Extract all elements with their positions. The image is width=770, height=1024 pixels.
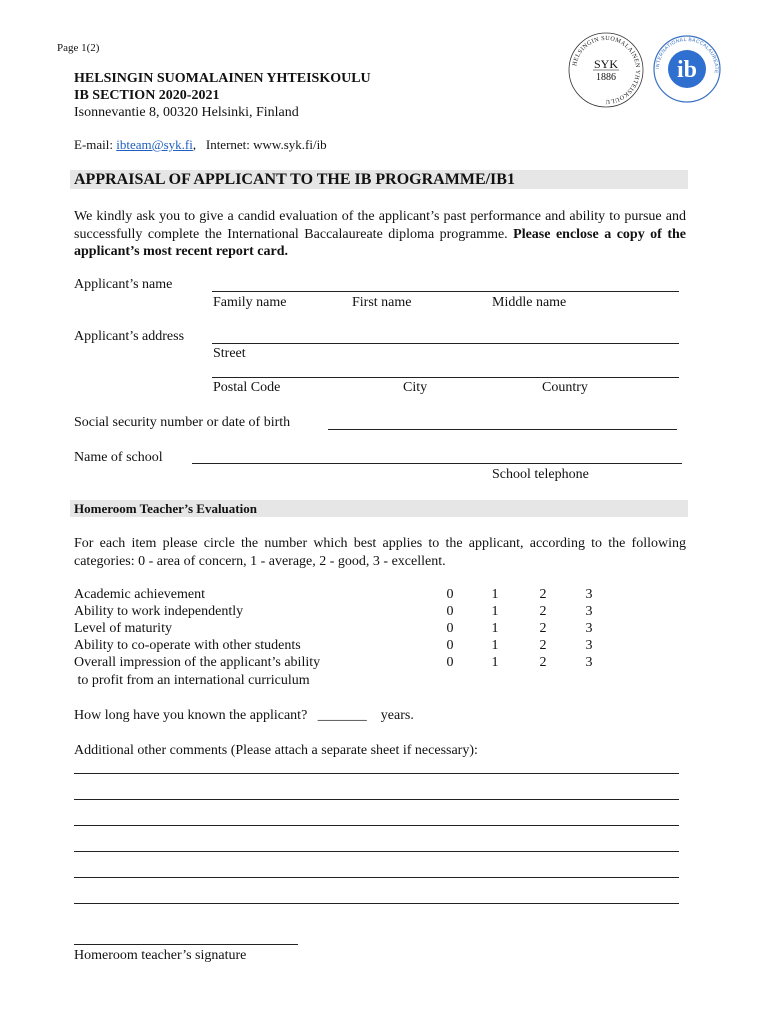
ib-logo — [651, 33, 723, 105]
school-address: Isonnevantie 8, 00320 Helsinki, Finland — [74, 105, 299, 120]
eval-item-cooperation: Ability to co-operate with other students — [74, 638, 301, 653]
eval-item-overall-cont: to profit from an international curriculum — [74, 673, 310, 688]
known-duration-label: How long have you known the applicant? — [74, 708, 308, 723]
comments-label: Additional other comments (Please attach a separate sheet if necessary): — [74, 743, 478, 758]
syk-logo — [566, 30, 646, 110]
comment-line-1[interactable] — [74, 773, 679, 774]
applicant-address-label: Applicant’s address — [74, 329, 185, 344]
years-label: years. — [380, 708, 414, 723]
email-label: E-mail: — [74, 137, 113, 152]
street-field[interactable] — [212, 343, 679, 344]
evaluation-instructions: For each item please circle the number which best applies to the applicant, according to the following categories: 0 - area of concern, 1 - average, 2 - good, 3 - excellent. — [74, 536, 686, 569]
eval-item-maturity: Level of maturity — [74, 621, 172, 636]
rating-academic-2[interactable]: 2 — [539, 587, 547, 602]
family-name-caption: Family name — [213, 295, 287, 310]
contact-line — [74, 137, 327, 153]
comment-line-5[interactable] — [74, 877, 679, 878]
rating-maturity-1[interactable]: 1 — [491, 621, 499, 636]
form-title: APPRAISAL OF APPLICANT TO THE IB PROGRAMME/IB1 — [74, 171, 515, 188]
email-link[interactable]: ibteam@syk.fi — [116, 137, 193, 152]
rating-overall-2[interactable]: 2 — [539, 655, 547, 670]
rating-cooperation-3[interactable]: 3 — [585, 638, 593, 653]
ssn-field[interactable] — [328, 429, 677, 430]
eval-item-independence: Ability to work independently — [74, 604, 244, 619]
rating-independence-3[interactable]: 3 — [585, 604, 593, 619]
rating-independence-1[interactable]: 1 — [491, 604, 499, 619]
middle-name-caption: Middle name — [492, 295, 567, 310]
rating-cooperation-1[interactable]: 1 — [491, 638, 499, 653]
signature-field[interactable] — [74, 944, 298, 945]
rating-academic-3[interactable]: 3 — [585, 587, 593, 602]
rating-overall-0[interactable]: 0 — [446, 655, 454, 670]
known-duration-row — [74, 708, 414, 724]
intro-paragraph — [74, 208, 686, 261]
country-caption: Country — [542, 380, 588, 395]
rating-independence-0[interactable]: 0 — [446, 604, 454, 619]
rating-independence-2[interactable]: 2 — [539, 604, 547, 619]
rating-maturity-2[interactable]: 2 — [539, 621, 547, 636]
ib-logo-ring-text: INTERNATIONAL BACCALAUREATE — [654, 36, 720, 74]
street-caption: Street — [213, 346, 246, 361]
comment-line-4[interactable] — [74, 851, 679, 852]
comment-line-3[interactable] — [74, 825, 679, 826]
rating-cooperation-0[interactable]: 0 — [446, 638, 454, 653]
school-telephone-caption: School telephone — [492, 467, 589, 482]
eval-item-academic: Academic achievement — [74, 587, 205, 602]
syk-logo-abbr: SYK — [593, 57, 619, 71]
school-name: HELSINGIN SUOMALAINEN YHTEISKOULU — [74, 71, 371, 86]
intro-bold-text: Please enclose a copy of the applicant’s most recent report card. — [74, 226, 686, 259]
intro-text: We kindly ask you to give a candid evaluation of the applicant’s past performance and ability to pursue and successfully complete the International Baccalaureate diploma programme. — [74, 209, 686, 242]
city-caption: City — [403, 380, 428, 395]
school-name-label: Name of school — [74, 450, 163, 465]
ssn-label: Social security number or date of birth — [74, 415, 291, 430]
first-name-caption: First name — [352, 295, 412, 310]
rating-maturity-0[interactable]: 0 — [446, 621, 454, 636]
rating-maturity-3[interactable]: 3 — [585, 621, 593, 636]
signature-label: Homeroom teacher’s signature — [74, 948, 247, 963]
rating-academic-0[interactable]: 0 — [446, 587, 454, 602]
email-separator: , — [192, 137, 197, 152]
internet-label: Internet: www.syk.fi/ib — [205, 137, 327, 152]
syk-logo-year: 1886 — [596, 72, 616, 83]
rating-cooperation-2[interactable]: 2 — [539, 638, 547, 653]
rating-overall-1[interactable]: 1 — [491, 655, 499, 670]
applicant-name-field[interactable] — [212, 291, 679, 292]
postal-city-country-field[interactable] — [212, 377, 679, 378]
eval-item-overall: Overall impression of the applicant’s ability — [74, 655, 321, 670]
ib-logo-letters: ib — [676, 57, 698, 83]
syk-logo-ring-text: HELSINGIN SUOMALAINEN YHTEISKOULU — [571, 34, 642, 106]
known-duration-field[interactable]: _______ — [317, 708, 367, 723]
school-name-field[interactable] — [192, 463, 682, 464]
rating-overall-3[interactable]: 3 — [585, 655, 593, 670]
postal-code-caption: Postal Code — [213, 380, 281, 395]
comment-line-6[interactable] — [74, 903, 679, 904]
rating-academic-1[interactable]: 1 — [491, 587, 499, 602]
applicant-name-label: Applicant’s name — [74, 277, 173, 292]
page-number: Page 1(2) — [57, 42, 100, 54]
comment-line-2[interactable] — [74, 799, 679, 800]
evaluation-heading: Homeroom Teacher’s Evaluation — [74, 501, 257, 516]
ib-section: IB SECTION 2020-2021 — [74, 88, 220, 103]
